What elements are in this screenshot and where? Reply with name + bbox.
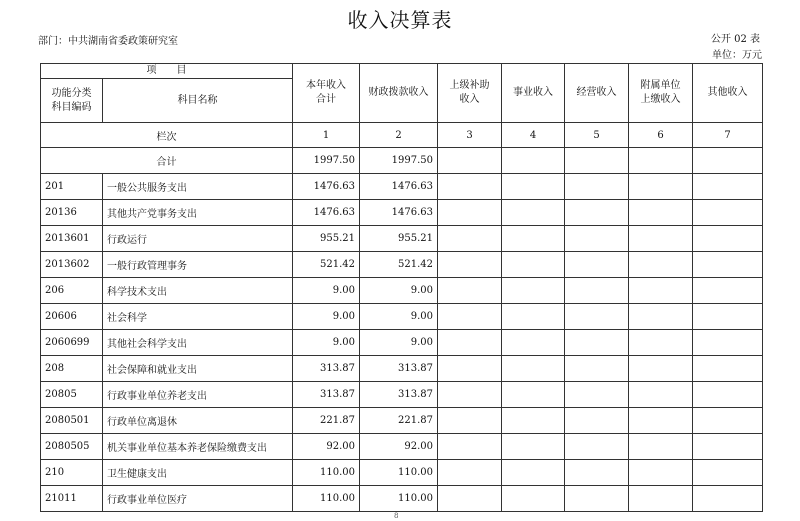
fiscal-grant-cell: 1997.50 [360, 148, 438, 174]
unit-label: 单位：万元 [712, 50, 762, 61]
empty-cell [693, 408, 763, 434]
empty-cell [502, 434, 565, 460]
subject-name-cell: 一般公共服务支出 [103, 174, 293, 200]
empty-cell [629, 200, 693, 226]
total-income-cell: 1476.63 [293, 174, 360, 200]
table-row [41, 382, 763, 408]
empty-cell [629, 382, 693, 408]
fiscal-grant-cell: 521.42 [360, 252, 438, 278]
item-group-header: 项 目 [41, 64, 293, 79]
empty-cell [565, 382, 629, 408]
code-cell: 2080505 [41, 434, 103, 460]
column-number: 6 [629, 123, 693, 148]
total-row [41, 148, 763, 174]
table-row [41, 460, 763, 486]
empty-cell [438, 408, 502, 434]
page-title: 收入决算表 [347, 8, 453, 32]
subject-name-cell: 行政单位离退休 [103, 408, 293, 434]
table-row [41, 174, 763, 200]
func-code-header: 功能分类 科目编码 [41, 79, 103, 123]
empty-cell [693, 460, 763, 486]
empty-cell [565, 434, 629, 460]
empty-cell [438, 278, 502, 304]
table-row [41, 356, 763, 382]
empty-cell [502, 330, 565, 356]
subject-name-cell: 社会保障和就业支出 [103, 356, 293, 382]
code-cell: 2013602 [41, 252, 103, 278]
empty-cell [502, 278, 565, 304]
column-number-row [41, 123, 763, 148]
empty-cell [438, 174, 502, 200]
column-number-label: 栏次 [41, 123, 293, 148]
fiscal-grant-cell: 1476.63 [360, 174, 438, 200]
subject-name-cell: 行政事业单位医疗 [103, 486, 293, 512]
empty-cell [502, 408, 565, 434]
empty-cell [629, 486, 693, 512]
empty-cell [693, 356, 763, 382]
total-income-header: 本年收入 合计 [293, 64, 360, 123]
empty-cell [629, 434, 693, 460]
empty-cell [502, 460, 565, 486]
other-income-header: 其他收入 [693, 64, 763, 123]
total-income-cell: 955.21 [293, 226, 360, 252]
subject-name-cell: 其他社会科学支出 [103, 330, 293, 356]
subject-name-cell: 行政事业单位养老支出 [103, 382, 293, 408]
code-cell: 20805 [41, 382, 103, 408]
total-income-cell: 1476.63 [293, 200, 360, 226]
subject-name-cell: 机关事业单位基本养老保险缴费支出 [103, 434, 293, 460]
fiscal-grant-cell: 9.00 [360, 278, 438, 304]
operating-income-header: 经营收入 [565, 64, 629, 123]
fiscal-grant-cell: 313.87 [360, 356, 438, 382]
total-income-cell: 110.00 [293, 460, 360, 486]
column-number: 5 [565, 123, 629, 148]
empty-cell [629, 460, 693, 486]
business-income-header: 事业收入 [502, 64, 565, 123]
fiscal-grant-cell: 110.00 [360, 460, 438, 486]
table-row [41, 434, 763, 460]
table-row [41, 226, 763, 252]
total-income-cell: 110.00 [293, 486, 360, 512]
subject-name-cell: 其他共产党事务支出 [103, 200, 293, 226]
code-cell: 2013601 [41, 226, 103, 252]
total-income-cell: 9.00 [293, 278, 360, 304]
table-row [41, 486, 763, 512]
fiscal-grant-cell: 9.00 [360, 304, 438, 330]
fiscal-grant-header: 财政拨款收入 [360, 64, 438, 123]
affiliate-income-header: 附属单位 上缴收入 [629, 64, 693, 123]
income-table [40, 63, 763, 512]
empty-cell [565, 252, 629, 278]
column-number: 7 [693, 123, 763, 148]
subject-name-cell: 科学技术支出 [103, 278, 293, 304]
empty-cell [693, 226, 763, 252]
empty-cell [502, 486, 565, 512]
table-row [41, 200, 763, 226]
empty-cell [565, 174, 629, 200]
empty-cell [693, 486, 763, 512]
code-cell: 2080501 [41, 408, 103, 434]
empty-cell [438, 200, 502, 226]
empty-cell [438, 226, 502, 252]
form-code-label: 公开 02 表 [710, 34, 760, 45]
empty-cell [629, 408, 693, 434]
fiscal-grant-cell: 92.00 [360, 434, 438, 460]
empty-cell [629, 252, 693, 278]
column-number: 3 [438, 123, 502, 148]
empty-cell [502, 356, 565, 382]
empty-cell [629, 304, 693, 330]
empty-cell [565, 226, 629, 252]
table-row [41, 252, 763, 278]
empty-cell [693, 174, 763, 200]
empty-cell [693, 382, 763, 408]
code-cell: 206 [41, 278, 103, 304]
empty-cell [502, 304, 565, 330]
empty-cell [629, 330, 693, 356]
total-income-cell: 9.00 [293, 330, 360, 356]
code-cell: 210 [41, 460, 103, 486]
code-cell: 208 [41, 356, 103, 382]
empty-cell [693, 434, 763, 460]
empty-cell [629, 278, 693, 304]
empty-cell [629, 356, 693, 382]
code-cell: 201 [41, 174, 103, 200]
table-row [41, 330, 763, 356]
column-number: 2 [360, 123, 438, 148]
total-income-cell: 221.87 [293, 408, 360, 434]
code-cell: 20606 [41, 304, 103, 330]
fiscal-grant-cell: 1476.63 [360, 200, 438, 226]
empty-cell [502, 226, 565, 252]
column-number: 4 [502, 123, 565, 148]
empty-cell [438, 460, 502, 486]
page-mark: 8 [394, 512, 399, 520]
code-cell: 20136 [41, 200, 103, 226]
column-number: 1 [293, 123, 360, 148]
empty-cell [565, 460, 629, 486]
empty-cell [438, 382, 502, 408]
empty-cell [502, 382, 565, 408]
table-row [41, 304, 763, 330]
empty-cell [565, 356, 629, 382]
empty-cell [565, 330, 629, 356]
total-income-cell: 313.87 [293, 382, 360, 408]
empty-cell [629, 174, 693, 200]
empty-cell [502, 252, 565, 278]
fiscal-grant-cell: 110.00 [360, 486, 438, 512]
table-row [41, 278, 763, 304]
empty-cell [693, 330, 763, 356]
empty-cell [565, 408, 629, 434]
empty-cell [693, 252, 763, 278]
fiscal-grant-cell: 221.87 [360, 408, 438, 434]
subject-name-cell: 一般行政管理事务 [103, 252, 293, 278]
empty-cell [438, 304, 502, 330]
code-cell: 2060699 [41, 330, 103, 356]
empty-cell [565, 278, 629, 304]
fiscal-grant-cell: 955.21 [360, 226, 438, 252]
code-cell: 21011 [41, 486, 103, 512]
empty-cell [565, 304, 629, 330]
total-income-cell: 313.87 [293, 356, 360, 382]
table-row [41, 408, 763, 434]
total-label: 合计 [41, 148, 293, 174]
total-income-cell: 9.00 [293, 304, 360, 330]
fiscal-grant-cell: 313.87 [360, 382, 438, 408]
empty-cell [693, 278, 763, 304]
empty-cell [438, 486, 502, 512]
empty-cell [565, 200, 629, 226]
total-income-cell: 92.00 [293, 434, 360, 460]
fiscal-grant-cell: 9.00 [360, 330, 438, 356]
subject-name-cell: 行政运行 [103, 226, 293, 252]
empty-cell [629, 226, 693, 252]
empty-cell [693, 304, 763, 330]
subject-name-cell: 社会科学 [103, 304, 293, 330]
empty-cell [502, 174, 565, 200]
subject-name-header: 科目名称 [103, 79, 293, 123]
subject-name-cell: 卫生健康支出 [103, 460, 293, 486]
department-label: 部门：中共湖南省委政策研究室 [38, 36, 178, 47]
empty-cell [502, 200, 565, 226]
superior-subsidy-header: 上级补助 收入 [438, 64, 502, 123]
empty-cell [438, 356, 502, 382]
total-income-cell: 521.42 [293, 252, 360, 278]
empty-cell [693, 200, 763, 226]
total-income-cell: 1997.50 [293, 148, 360, 174]
empty-cell [438, 330, 502, 356]
empty-cell [438, 434, 502, 460]
empty-cell [565, 486, 629, 512]
empty-cell [438, 252, 502, 278]
